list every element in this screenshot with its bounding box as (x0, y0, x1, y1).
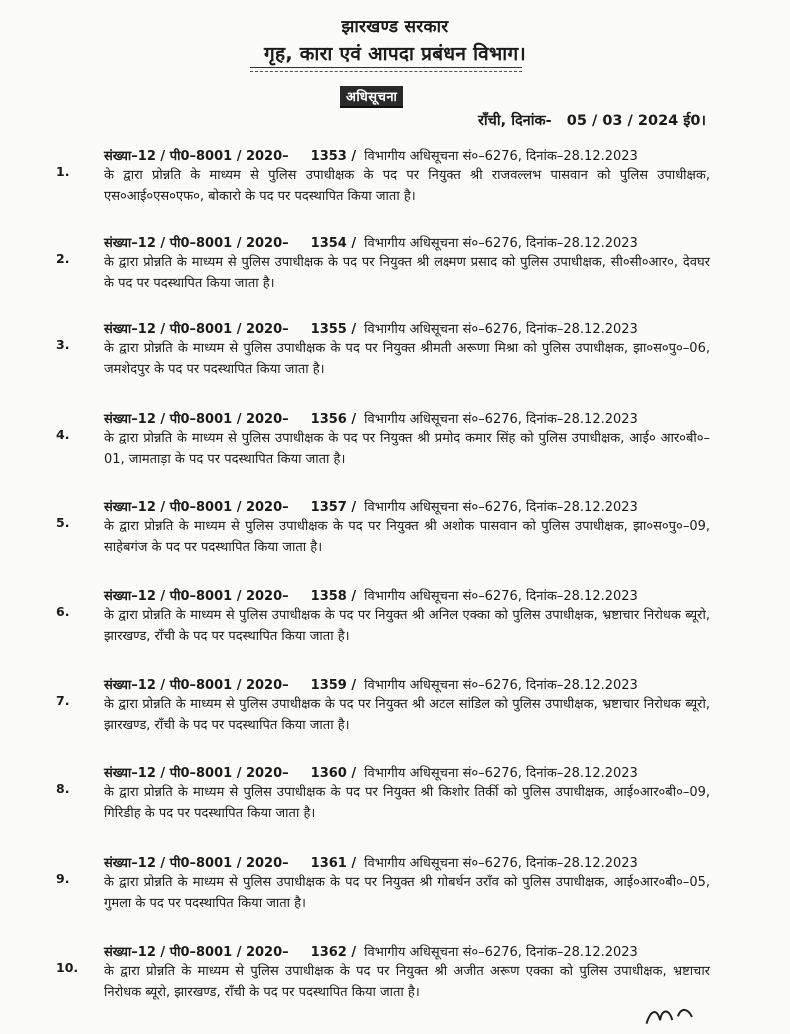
entry-ref: संख्या–12 / पी0–8001 / 2020– (104, 500, 289, 515)
entry-reference-line (104, 233, 714, 251)
entry-desc: विभागीय अधिसूचना सं०–6276, दिनांक–28.12.2023 (364, 945, 638, 960)
government-title: झारखण्ड सरकार (341, 17, 449, 37)
entry-reference-line (104, 763, 714, 781)
entry-regno: 1360 / (310, 766, 357, 781)
entry-body: के द्वारा प्रोन्नति के माध्यम से पुलिस उपाधीक्षक के पद पर नियुक्त श्री लक्ष्मण प्रसाद को पुलिस उपाधीक्षक, सी०सी०आर०, देवघर के पद पर पदस्थापित किया जाता है। (104, 255, 710, 291)
entry-number: 9. (56, 871, 70, 886)
entry-ref: संख्या–12 / पी0–8001 / 2020– (104, 412, 289, 427)
entry-regno: 1356 / (310, 412, 357, 427)
entry-ref: संख्या–12 / पी0–8001 / 2020– (104, 945, 289, 960)
signature-scribble-icon (641, 1002, 703, 1028)
entry-reference-line (104, 942, 714, 960)
entry-reference-line (104, 497, 714, 515)
entry-number: 10. (56, 960, 79, 975)
entry-regno: 1358 / (310, 589, 357, 604)
entry-ref: संख्या–12 / पी0–8001 / 2020– (104, 149, 289, 164)
entry-ref: संख्या–12 / पी0–8001 / 2020– (104, 589, 289, 604)
entry-regno: 1357 / (310, 500, 357, 515)
entry-number: 4. (56, 427, 70, 442)
entry-reference-line (104, 675, 714, 693)
entry-ref: संख्या–12 / पी0–8001 / 2020– (104, 766, 289, 781)
entry-regno: 1353 / (310, 149, 357, 164)
entry-body: के द्वारा प्रोन्नति के माध्यम से पुलिस उपाधीक्षक के पद पर नियुक्त श्री अजीत अरूण एक्का को पुलिस उपाधीक्षक, भ्रष्टाचार निरोधक ब्यूरो, झारखण्ड, राँची के पद पर पदस्थापित किया जाता है। (104, 964, 710, 1000)
entry-desc: विभागीय अधिसूचना सं०–6276, दिनांक–28.12.2023 (364, 589, 638, 604)
entry-regno: 1361 / (310, 856, 357, 871)
header-divider-dashed (250, 71, 522, 72)
entry-desc: विभागीय अधिसूचना सं०–6276, दिनांक–28.12.2023 (364, 766, 638, 781)
entry-number: 7. (56, 693, 70, 708)
entry-number: 5. (56, 515, 70, 530)
entry-body: के द्वारा प्रोन्नति के माध्यम से पुलिस उपाधीक्षक के पद पर नियुक्त श्री अनिल एक्का को पुलिस उपाधीक्षक, भ्रष्टाचार निरोधक ब्यूरो, झारखण्ड, राँची के पद पर पदस्थापित किया जाता है। (104, 608, 710, 644)
entry-number: 1. (56, 164, 70, 179)
entry-body: के द्वारा प्रोन्नति के माध्यम से पुलिस उपाधीक्षक के पद पर नियुक्त श्री राजवल्लभ पासवान को पुलिस उपाधीक्षक, एस०आई०एस०एफ०, बोकारो के पद पर पदस्थापित किया जाता है। (104, 168, 710, 204)
entry-number: 3. (56, 337, 70, 352)
entry-body: के द्वारा प्रोन्नति के माध्यम से पुलिस उपाधीक्षक के पद पर नियुक्त श्री किशोर तिर्की को पुलिस उपाधीक्षक, आई०आर०बी०–09, गिरिडीह के पद पर पदस्थापित किया जाता है। (104, 785, 710, 821)
header-divider (250, 67, 522, 68)
entry-reference-line (104, 853, 714, 871)
entry-body: के द्वारा प्रोन्नति के माध्यम से पुलिस उपाधीक्षक के पद पर नियुक्त श्री गोबर्धन उराँव को पुलिस उपाधीक्षक, आई०आर०बी०–05, गुमला के पद पर पदस्थापित किया जाता है। (104, 875, 710, 911)
entry-regno: 1354 / (310, 236, 357, 251)
entry-body: के द्वारा प्रोन्नति के माध्यम से पुलिस उपाधीक्षक के पद पर नियुक्त श्रीमती अरूणा मिश्रा को पुलिस उपाधीक्षक, झा०स०पु०–06, जमशेदपुर के पद पर पदस्थापित किया जाता है। (104, 341, 710, 377)
entry-desc: विभागीय अधिसूचना सं०–6276, दिनांक–28.12.2023 (364, 412, 638, 427)
entry-reference-line (104, 319, 714, 337)
entry-body: के द्वारा प्रोन्नति के माध्यम से पुलिस उपाधीक्षक के पद पर नियुक्त श्री प्रमोद कमार सिंह को पुलिस उपाधीक्षक, आई० आर०बी०–01, जामताड़ा के पद पर पदस्थापित किया जाता है। (104, 431, 710, 467)
entry-reference-line (104, 146, 714, 164)
entry-desc: विभागीय अधिसूचना सं०–6276, दिनांक–28.12.2023 (364, 500, 638, 515)
entry-regno: 1355 / (310, 322, 357, 337)
entry-desc: विभागीय अधिसूचना सं०–6276, दिनांक–28.12.2023 (364, 149, 638, 164)
entry-reference-line (104, 586, 714, 604)
entry-ref: संख्या–12 / पी0–8001 / 2020– (104, 678, 289, 693)
entry-ref: संख्या–12 / पी0–8001 / 2020– (104, 236, 289, 251)
entry-regno: 1359 / (310, 678, 357, 693)
signature-mark (641, 1002, 703, 1034)
entry-desc: विभागीय अधिसूचना सं०–6276, दिनांक–28.12.2023 (364, 678, 638, 693)
entry-body: के द्वारा प्रोन्नति के माध्यम से पुलिस उपाधीक्षक के पद पर नियुक्त श्री अटल सांडिल को पुलिस उपाधीक्षक, भ्रष्टाचार निरोधक ब्यूरो, झारखण्ड, राँची के पद पर पदस्थापित किया जाता है। (104, 697, 710, 733)
entry-body: के द्वारा प्रोन्नति के माध्यम से पुलिस उपाधीक्षक के पद पर नियुक्त श्री अशोक पासवान को पुलिस उपाधीक्षक, झा०स०पु०–09, साहेबगंज के पद पर पदस्थापित किया जाता है। (104, 519, 710, 555)
entry-desc: विभागीय अधिसूचना सं०–6276, दिनांक–28.12.2023 (364, 856, 638, 871)
department-title: गृह, कारा एवं आपदा प्रबंधन विभाग। (263, 43, 527, 65)
entry-regno: 1362 / (310, 945, 357, 960)
entry-ref: संख्या–12 / पी0–8001 / 2020– (104, 322, 289, 337)
entry-number: 6. (56, 604, 70, 619)
entry-number: 8. (56, 781, 70, 796)
entry-reference-line (104, 409, 714, 427)
notice-label: अधिसूचना (340, 86, 403, 108)
dateline: राँची, दिनांक- 05 / 03 / 2024 ई0। (478, 113, 707, 129)
entry-desc: विभागीय अधिसूचना सं०–6276, दिनांक–28.12.2023 (364, 236, 638, 251)
entry-desc: विभागीय अधिसूचना सं०–6276, दिनांक–28.12.2023 (364, 322, 638, 337)
entry-number: 2. (56, 251, 70, 266)
entry-ref: संख्या–12 / पी0–8001 / 2020– (104, 856, 289, 871)
